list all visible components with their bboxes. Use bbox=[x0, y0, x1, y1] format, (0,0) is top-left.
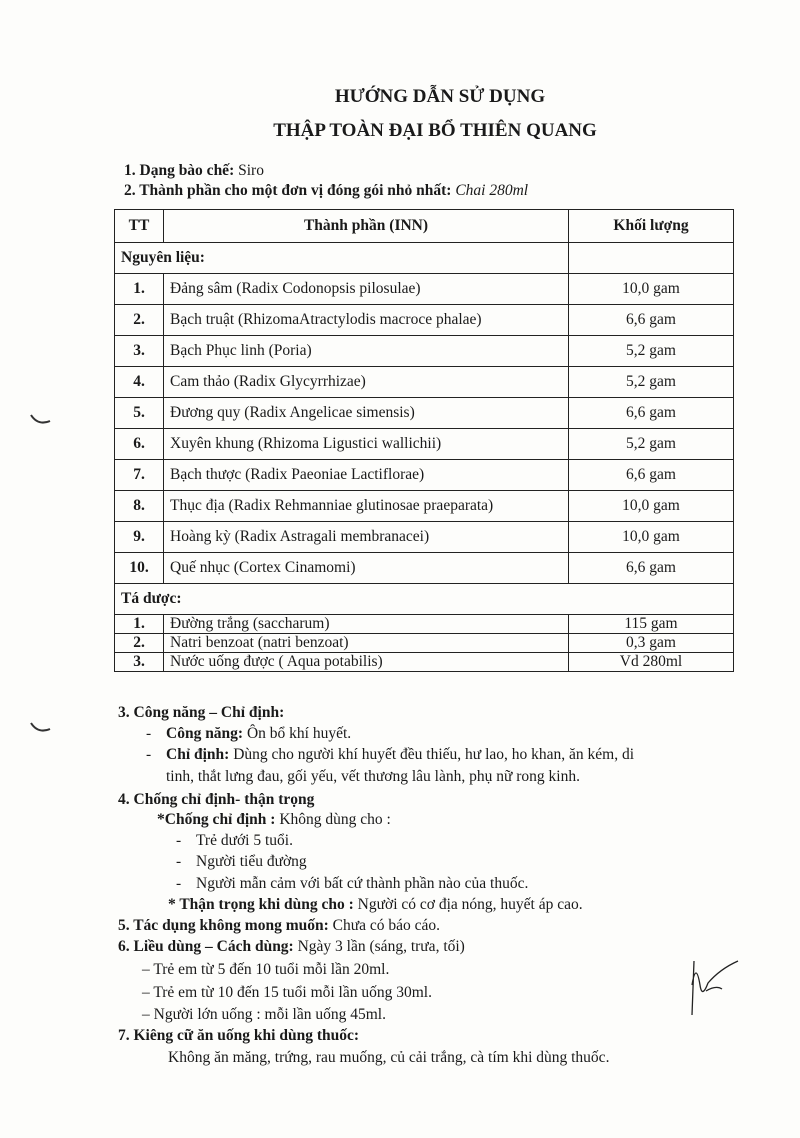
row-qty: 6,6 gam bbox=[569, 553, 734, 584]
row-name: Natri benzoat (natri benzoat) bbox=[164, 634, 569, 653]
row-number: 6. bbox=[115, 429, 164, 460]
section-5-value: Chưa có báo cáo. bbox=[328, 917, 441, 934]
row-qty: 5,2 gam bbox=[569, 429, 734, 460]
caution-text: Người có cơ địa nóng, huyết áp cao. bbox=[353, 896, 583, 913]
row-name: Hoàng kỳ (Radix Astragali membranacei) bbox=[164, 522, 569, 553]
row-name: Đảng sâm (Radix Codonopsis pilosulae) bbox=[164, 274, 569, 305]
row-number: 9. bbox=[115, 522, 164, 553]
table-row bbox=[115, 305, 734, 336]
row-name: Bạch truật (RhizomaAtractylodis macroce phalae) bbox=[164, 305, 569, 336]
product-name: THẬP TOÀN ĐẠI BỔ THIÊN QUANG bbox=[273, 120, 597, 141]
signature-icon bbox=[680, 955, 750, 1025]
row-number: 1. bbox=[115, 274, 164, 305]
dosage-item: – Trẻ em từ 10 đến 15 tuổi mỗi lần uống 30ml. bbox=[142, 984, 432, 1001]
row-qty: 10,0 gam bbox=[569, 491, 734, 522]
table-header bbox=[115, 210, 734, 243]
list-item: - Người mẫn cảm với bất cứ thành phần nào của thuốc. bbox=[176, 875, 529, 892]
chi-dinh-label: Chỉ định: bbox=[166, 746, 230, 763]
row-number: 2. bbox=[115, 305, 164, 336]
table-row bbox=[115, 491, 734, 522]
table-row bbox=[115, 522, 734, 553]
contraindication bbox=[157, 811, 391, 829]
section-1-label: 1. Dạng bào chế: bbox=[124, 162, 235, 179]
section-7-heading: 7. Kiêng cữ ăn uống khi dùng thuốc: bbox=[118, 1027, 360, 1044]
header-qty: Khối lượng bbox=[569, 210, 734, 243]
row-qty: 6,6 gam bbox=[569, 460, 734, 491]
section-2-value: Chai 280ml bbox=[451, 182, 529, 199]
section-4-heading: 4. Chống chỉ định- thận trọng bbox=[118, 791, 315, 808]
row-qty: 0,3 gam bbox=[569, 634, 734, 653]
header-tt: TT bbox=[115, 210, 164, 243]
row-qty: Vd 280ml bbox=[569, 653, 734, 672]
table-row bbox=[115, 460, 734, 491]
row-number: 7. bbox=[115, 460, 164, 491]
contraindication-text: Không dùng cho : bbox=[275, 811, 391, 828]
caution bbox=[168, 896, 583, 914]
table-row bbox=[115, 398, 734, 429]
row-name: Cam thảo (Radix Glycyrrhizae) bbox=[164, 367, 569, 398]
section-raw-materials: Nguyên liệu: bbox=[115, 243, 569, 274]
row-number: 8. bbox=[115, 491, 164, 522]
section-row bbox=[115, 243, 734, 274]
row-name: Xuyên khung (Rhizoma Ligustici wallichii) bbox=[164, 429, 569, 460]
section-2 bbox=[124, 182, 528, 200]
table-row bbox=[115, 274, 734, 305]
row-name: Đương quy (Radix Angelicae simensis) bbox=[164, 398, 569, 429]
row-name: Thục địa (Radix Rehmanniae glutinosae praeparata) bbox=[164, 491, 569, 522]
header-name: Thành phần (INN) bbox=[164, 210, 569, 243]
table-row bbox=[115, 634, 734, 653]
dosage-item: – Người lớn uống : mỗi lần uống 45ml. bbox=[142, 1006, 386, 1023]
section-1-value: Siro bbox=[234, 162, 264, 179]
dosage-item: – Trẻ em từ 5 đến 10 tuổi mỗi lần 20ml. bbox=[142, 961, 390, 978]
cong-nang-label: Công năng: bbox=[166, 725, 244, 742]
section-5-label: 5. Tác dụng không mong muốn: bbox=[118, 917, 329, 934]
list-item: - Người tiểu đường bbox=[176, 853, 307, 870]
section-6-value: Ngày 3 lần (sáng, trưa, tối) bbox=[293, 938, 465, 955]
section-row bbox=[115, 584, 734, 615]
row-qty: 115 gam bbox=[569, 615, 734, 634]
cong-nang-text: Ôn bổ khí huyết. bbox=[243, 725, 352, 742]
chi-dinh-text: Dùng cho người khí huyết đều thiếu, hư lao, ho khan, ăn kém, di bbox=[229, 746, 635, 763]
row-qty: 6,6 gam bbox=[569, 398, 734, 429]
row-qty: 5,2 gam bbox=[569, 336, 734, 367]
row-number: 4. bbox=[115, 367, 164, 398]
table-row bbox=[115, 429, 734, 460]
section-7-text: Không ăn măng, trứng, rau muống, củ cải trắng, cà tím khi dùng thuốc. bbox=[168, 1049, 610, 1066]
row-qty: 5,2 gam bbox=[569, 367, 734, 398]
section-3-item: - Công năng: Ôn bổ khí huyết. bbox=[146, 725, 352, 742]
section-6 bbox=[118, 938, 465, 956]
row-number: 10. bbox=[115, 553, 164, 584]
row-name: Bạch thược (Radix Paeoniae Lactiflorae) bbox=[164, 460, 569, 491]
row-qty: 10,0 gam bbox=[569, 522, 734, 553]
row-number: 5. bbox=[115, 398, 164, 429]
document-title: HƯỚNG DẪN SỬ DỤNG bbox=[334, 86, 546, 107]
section-3-item: - Chỉ định: Dùng cho người khí huyết đều thiếu, hư lao, ho khan, ăn kém, di bbox=[146, 746, 635, 763]
list-item: - Trẻ dưới 5 tuổi. bbox=[176, 832, 293, 849]
punch-mark-icon bbox=[28, 412, 54, 428]
row-number: 3. bbox=[115, 653, 164, 672]
section-6-label: 6. Liều dùng – Cách dùng: bbox=[118, 938, 294, 955]
section-1 bbox=[124, 162, 264, 180]
contraindication-label: *Chống chỉ định : bbox=[157, 811, 276, 828]
row-number: 1. bbox=[115, 615, 164, 634]
table-row bbox=[115, 336, 734, 367]
table-row bbox=[115, 615, 734, 634]
section-2-label: 2. Thành phần cho một đơn vị đóng gói nhỏ nhất: bbox=[124, 182, 452, 199]
row-name: Bạch Phục linh (Poria) bbox=[164, 336, 569, 367]
row-qty: 6,6 gam bbox=[569, 305, 734, 336]
ingredients-table bbox=[114, 209, 734, 672]
section-excipients: Tá dược: bbox=[115, 584, 734, 615]
caution-label: * Thận trọng khi dùng cho : bbox=[168, 896, 354, 913]
row-number: 3. bbox=[115, 336, 164, 367]
table-row bbox=[115, 367, 734, 398]
row-qty: 10,0 gam bbox=[569, 274, 734, 305]
section-3-heading: 3. Công năng – Chỉ định: bbox=[118, 704, 285, 721]
section-5 bbox=[118, 917, 440, 935]
row-name: Quế nhục (Cortex Cinamomi) bbox=[164, 553, 569, 584]
row-name: Đường trắng (saccharum) bbox=[164, 615, 569, 634]
punch-mark-icon bbox=[28, 720, 54, 736]
table-row bbox=[115, 553, 734, 584]
chi-dinh-text-cont: tinh, thắt lưng đau, gối yếu, vết thương lâu lành, phụ nữ rong kinh. bbox=[166, 768, 580, 785]
row-name: Nước uống được ( Aqua potabilis) bbox=[164, 653, 569, 672]
row-number: 2. bbox=[115, 634, 164, 653]
table-row bbox=[115, 653, 734, 672]
